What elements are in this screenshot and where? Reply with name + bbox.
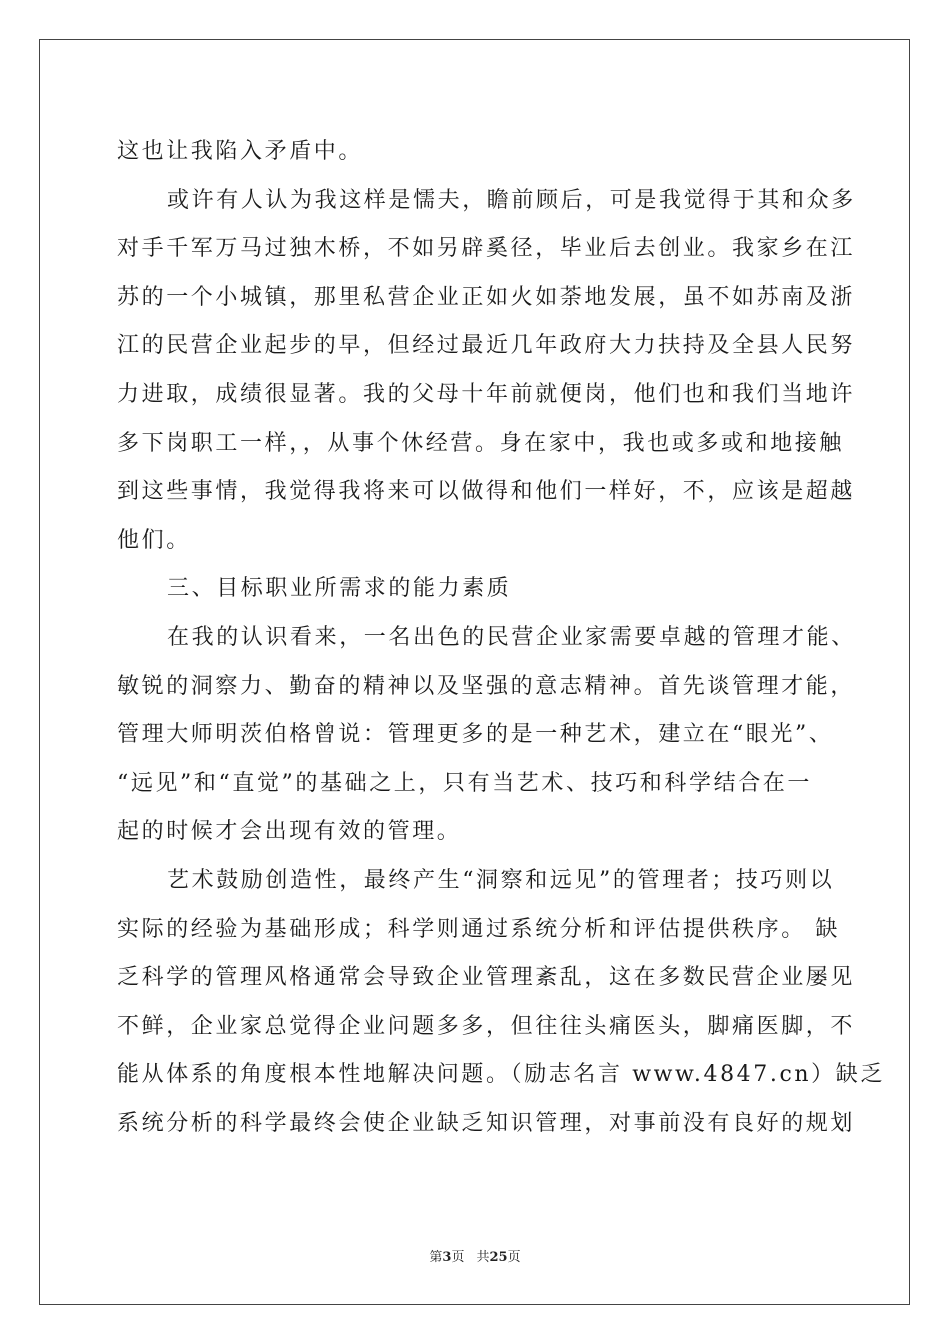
text-line: 江的民营企业起步的早，但经过最近几年政府大力扶持及全县人民努 (117, 333, 856, 359)
document-body (117, 128, 885, 1148)
text-line: 不鲜，企业家总觉得企业问题多多，但往往头痛医头，脚痛医脚，不 (117, 1013, 856, 1039)
text-line: 管理大师明茨伯格曾说：管理更多的是一种艺术，建立在“眼光”、 (117, 722, 834, 748)
page-number: 3 (442, 1250, 452, 1265)
text-line: 多下岗职工一样，，从事个休经营。身在家中，我也或多或和地接触 (117, 430, 845, 456)
text-line: 他们。 (117, 527, 191, 553)
text-line: 或许有人认为我这样是懦夫，瞻前顾后，可是我觉得于其和众多 (167, 187, 856, 213)
text-line: 在我的认识看来，一名出色的民营企业家需要卓越的管理才能、 (167, 624, 856, 650)
text-line: 实际的经验为基础形成；科学则通过系统分析和评估提供秩序。 缺 (117, 916, 840, 942)
text-line: 这也让我陷入矛盾中。 (117, 139, 364, 164)
total-prefix: 共 (476, 1250, 490, 1265)
text-line: 起的时候才会出现有效的管理。 (117, 819, 462, 845)
text-line: 系统分析的科学最终会使企业缺乏知识管理，对事前没有良好的规划 (117, 1110, 856, 1136)
text-line: 苏的一个小城镇，那里私营企业正如火如荼地发展，虽不如苏南及浙 (117, 284, 856, 310)
page-suffix: 页 (451, 1250, 465, 1265)
page-prefix: 第 (429, 1250, 443, 1265)
text-line: 敏锐的洞察力、勤奋的精神以及坚强的意志精神。首先谈管理才能， (117, 673, 856, 699)
text-line: “远见”和“直觉”的基础之上，只有当艺术、技巧和科学结合在一 (117, 770, 812, 796)
text-line: 力进取，成绩很显著。我的父母十年前就便岗，他们也和我们当地许 (117, 381, 856, 407)
text-line: 艺术鼓励创造性，最终产生“洞察和远见”的管理者；技巧则以 (167, 867, 835, 893)
total-suffix: 页 (507, 1250, 521, 1265)
text-line: 三、目标职业所需求的能力素质 (167, 576, 512, 602)
total-pages: 25 (489, 1250, 508, 1265)
text-line: 到这些事情，我觉得我将来可以做得和他们一样好，不，应该是超越 (117, 479, 856, 505)
text-line: 对手千军万马过独木桥，不如另辟奚径，毕业后去创业。我家乡在江 (117, 236, 856, 262)
page-footer (0, 1246, 950, 1265)
text-line: 乏科学的管理风格通常会导致企业管理紊乱，这在多数民营企业屡见 (117, 965, 856, 991)
text-line: 能从体系的角度根本性地解决问题。（励志名言 www.4847.cn）缺乏 (117, 1062, 885, 1088)
